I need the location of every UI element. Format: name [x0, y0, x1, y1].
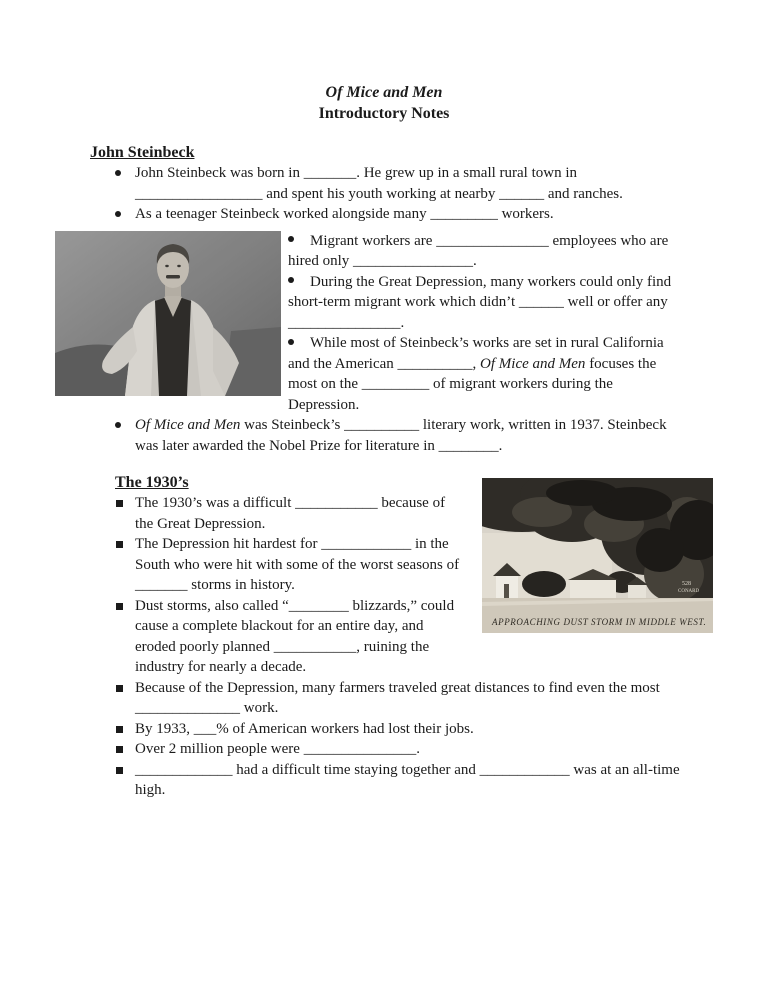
bullet-item: [90, 678, 692, 719]
section-heading-john-steinbeck: John Steinbeck: [90, 144, 195, 161]
bullet-icon: [116, 767, 123, 774]
sub-bullet-text: focuses the most on the _________ of migrant workers during the Depression.: [288, 355, 657, 413]
bullet-icon: [288, 339, 294, 345]
section-heading-the-1930s: The 1930’s: [115, 474, 189, 491]
bullet-item: [90, 719, 692, 740]
bullet-icon: [288, 277, 294, 283]
bullet-item: [90, 739, 692, 760]
bullet-icon: [115, 211, 121, 217]
sub-bullet-text: Migrant workers are _______________ employees who are hired only ________________.: [288, 232, 669, 269]
section-john-steinbeck: [90, 142, 692, 456]
sub-bullet-text: During the Great Depression, many workers could only find short-term migrant work which didn’t ______ well or offer any _______________.: [288, 273, 672, 331]
bullet-icon: [288, 236, 294, 242]
bullet-icon: [116, 685, 123, 692]
bullet-icon: [116, 746, 123, 753]
bullet-item: [90, 493, 460, 534]
bullet-item: [90, 596, 460, 678]
bullet-text: John Steinbeck was born in _______. He grew up in a small rural town in _________________ and spent his youth working at nearby ______ and ranches.: [135, 165, 623, 202]
bullet-text: The 1930’s was a difficult ___________ because of the Great Depression.: [135, 495, 446, 532]
dust-storm-photo: [482, 478, 713, 633]
title-block: [0, 0, 768, 124]
section-the-1930s: [90, 472, 707, 801]
bullet-text: The Depression hit hardest for ____________ in the South who were hit with some of the worst seasons of _______ storms in history.: [135, 536, 460, 593]
sub-bullet-text-italic: Of Mice and Men: [480, 355, 586, 372]
bullet-icon: [115, 422, 121, 428]
dust-storm-photo-art: [482, 478, 713, 633]
bullet-item: [90, 163, 692, 204]
document-subtitle: Introductory Notes: [318, 105, 450, 122]
dust-photo-corner-name: CONARD: [678, 589, 700, 594]
bullet-icon: [116, 500, 123, 507]
bullet-icon: [116, 541, 123, 548]
sub-bullet-text: While most of Steinbeck’s works are set in rural California and the American __________,: [288, 335, 664, 372]
steinbeck-bullet-list: [90, 163, 692, 225]
bullet-text: was Steinbeck’s __________ literary work, written in 1937. Steinbeck was later awarded the Nobel Prize for literature in ________.: [135, 417, 667, 454]
bullet-item: [90, 415, 692, 456]
dust-photo-corner-number: 528: [682, 581, 691, 587]
page-content: [90, 142, 707, 801]
bullet-icon: [116, 726, 123, 733]
sub-bullet-item: [288, 333, 680, 415]
document-title: Of Mice and Men: [325, 84, 443, 101]
sub-bullet-item: [288, 272, 680, 334]
bullet-item: [90, 534, 460, 596]
bullet-text: Because of the Depression, many farmers traveled great distances to find even the most ______________ work.: [135, 679, 660, 716]
bullet-text: Over 2 million people were _______________.: [135, 741, 420, 757]
bullet-text: Dust storms, also called “________ blizzards,” could cause a complete blackout for an entire day, and eroded poorly planned ___________, ruining the industry for nearly a decade.: [135, 597, 455, 675]
bullet-item: [90, 760, 692, 801]
bullet-text: _____________ had a difficult time staying together and ____________ was at an all-time high.: [135, 761, 680, 798]
john-steinbeck-photo-art: [55, 231, 281, 396]
bullet-icon: [116, 603, 123, 610]
bullet-icon: [115, 170, 121, 176]
bullet-text-italic: Of Mice and Men: [135, 417, 241, 433]
photo-and-subbullets-row: [90, 231, 692, 416]
bullet-text: As a teenager Steinbeck worked alongside many _________ workers.: [135, 206, 554, 222]
sub-bullet-list: [288, 231, 680, 416]
bullet-text: By 1933, ___% of American workers had lost their jobs.: [135, 720, 474, 737]
john-steinbeck-photo: [55, 231, 281, 396]
sub-bullet-item: [288, 231, 680, 272]
bullet-item: [90, 204, 692, 225]
steinbeck-bullet-list-continued: [90, 415, 692, 456]
dust-photo-caption: APPROACHING DUST STORM IN MIDDLE WEST.: [492, 617, 707, 627]
